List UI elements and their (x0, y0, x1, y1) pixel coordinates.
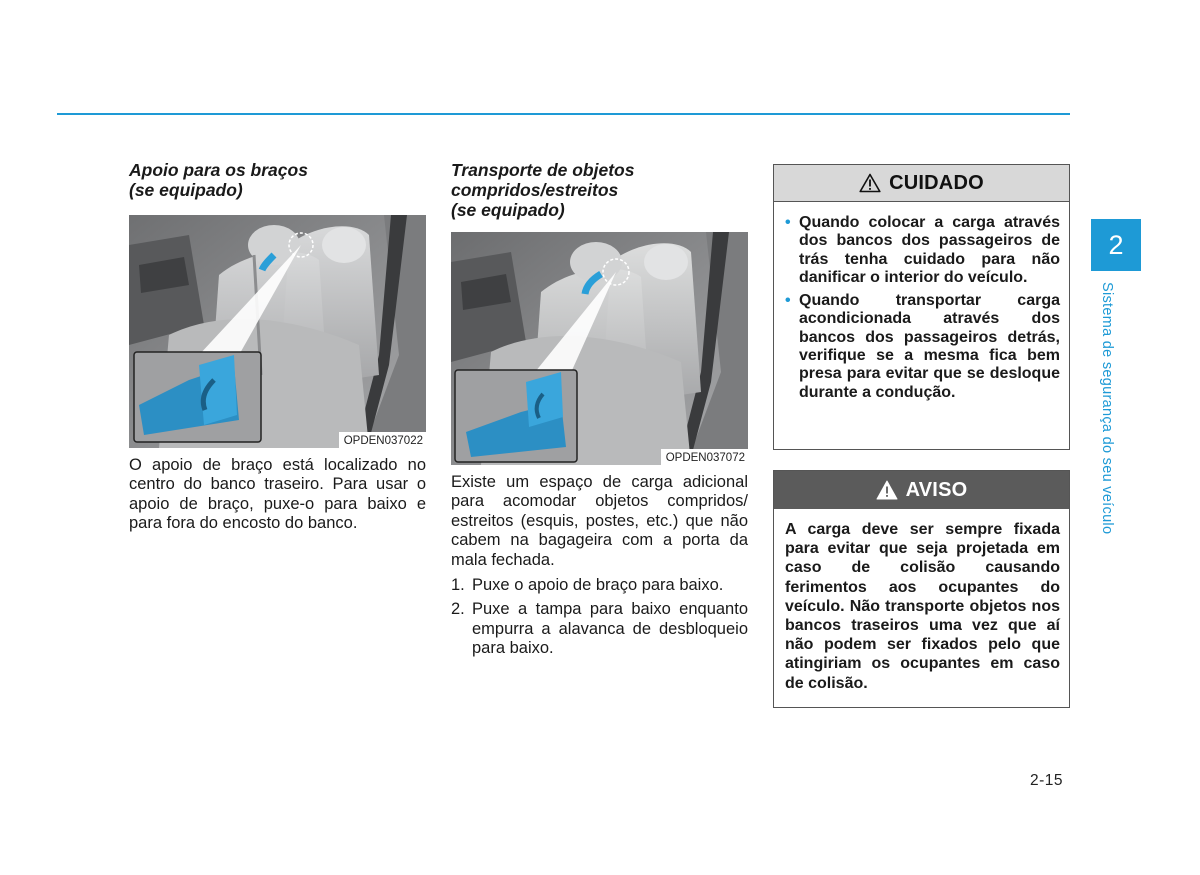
armrest-title-line2: (se equipado) (129, 180, 243, 200)
long-objects-title-line3: (se equipado) (451, 200, 565, 220)
armrest-title (129, 160, 426, 200)
armrest-illustration (129, 215, 426, 448)
step-number: 2. (451, 600, 465, 619)
page-number: 2-15 (1030, 772, 1064, 789)
caution-header (774, 165, 1069, 202)
bullet-icon: • (785, 214, 791, 231)
warning-box (773, 470, 1070, 708)
warning-text: A carga deve ser sempre fixada para evitar que seja projetada em caso de colisão causando ferimentos aos ocupantes do veículo. Não transporte objetos nos bancos traseiros uma vez que aí não podem ser fixados pelo que atingiriam os ocupantes em caso de colisão. (785, 521, 1060, 692)
step-text: Puxe o apoio de braço para baixo. (472, 576, 724, 595)
image-code: OPDEN037022 (339, 432, 426, 448)
step-item (451, 576, 748, 595)
long-objects-title-line2: compridos/estreitos (451, 180, 619, 200)
armrest-title-line1: Apoio para os braços (129, 160, 308, 180)
caution-item-text: Quando colocar a carga através dos bancos dos passageiros de trás tenha cuidado para não danificar o interior do veículo. (799, 214, 1060, 286)
armrest-description: O apoio de braço está localizado no centro do banco traseiro. Para usar o apoio de braço, puxe-o para baixo e para fora do encosto do banco. (129, 456, 426, 533)
long-objects-title-line1: Transporte de objetos (451, 160, 635, 180)
bullet-icon: • (785, 292, 791, 310)
armrest-photo (129, 215, 426, 448)
long-objects-title (451, 160, 748, 220)
warning-triangle-filled-icon (876, 480, 898, 500)
step-number: 1. (451, 576, 465, 595)
step-item (451, 600, 748, 658)
warning-title: AVISO (905, 478, 968, 501)
steps-list (451, 576, 748, 659)
chapter-label: Sistema de segurança do seu veículo (1099, 282, 1115, 535)
caution-box (773, 164, 1070, 450)
caution-item-text: Quando transportar carga acondicionada através dos bancos dos passageiros detrás, verifique se a mesma fica bem presa para evitar que se desloque durante a condução. (799, 292, 1060, 401)
caution-list (785, 214, 1060, 402)
long-objects-description: Existe um espaço de carga adicional para acomodar objetos compridos/ estreitos (esquis, postes, etc.) que não cabem na bagageira com a porta da mala fechada. (451, 473, 748, 569)
step-text: Puxe a tampa para baixo enquanto empurra a alavanca de desbloqueio para baixo. (472, 600, 748, 658)
long-objects-photo (451, 232, 748, 465)
image-code: OPDEN037072 (661, 449, 748, 465)
chapter-tab: 2 (1091, 219, 1141, 271)
caution-title: CUIDADO (889, 171, 984, 194)
top-rule (57, 113, 1070, 115)
long-objects-section (451, 160, 748, 664)
warning-header (774, 471, 1069, 509)
caution-item (785, 292, 1060, 402)
armrest-section (129, 160, 426, 534)
passthrough-illustration (451, 232, 748, 465)
caution-item (785, 214, 1060, 287)
warning-triangle-outline-icon (859, 173, 881, 193)
